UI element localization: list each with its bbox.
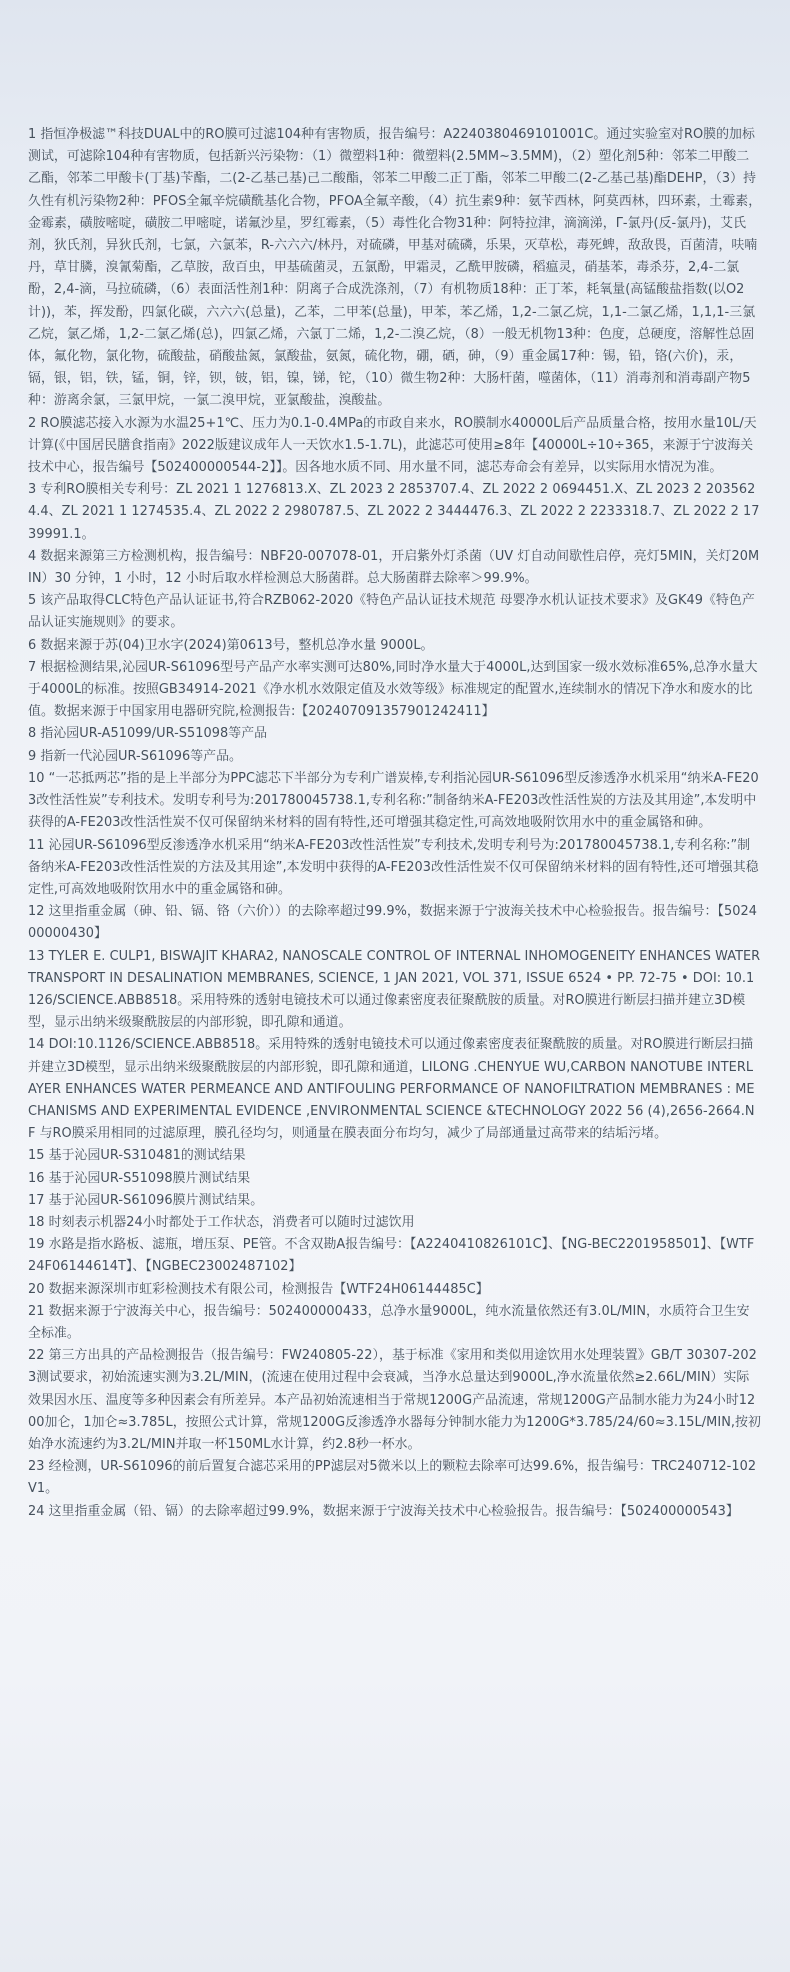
footnote-7: 7 根据检测结果,沁园UR-S61096型号产品产水率实测可达80%,同时净水量大于4000L,达到国家一级水效标准65%,总净水量大于4000L的标准。按照GB34914-2021《净水机水效限定值及水效等级》标准规定的配置水,连续制水的情况下净水和废水的比值。数据来源于中国家用电器研究院,检测报告:【20240709135790124​2411】 xyxy=(28,659,758,720)
footnote-8: 8 指沁园UR-A51099/UR-S51098等产品 xyxy=(28,726,268,742)
footnote-17: 17 基于沁园UR-S61096膜片测试结果。 xyxy=(28,1192,264,1208)
footnote-20: 20 数据来源深圳市虹彩检测技术有限公司，检测报告【WTF24H06144485C】 xyxy=(28,1281,489,1297)
footnote-1: 1 指恒净极滤™科技DUAL中的RO膜可过滤104种有害物质，报告编号：A2240380469101001C。通过实验室对RO膜的加标测试，可滤除104种有害物质，包括新兴污染物：（1）微塑料1种：微塑料(2.5MM~3.5MM)，（2）塑化剂5种：邻苯二甲酸二乙酯，邻苯二甲酸卡(丁基)苄酯，二(2-乙基己基)己二酸酯，邻苯二甲酸二正丁酯，邻苯二甲酸二(2-乙基己基)酯DEHP，（3）持久性有机污染物2种：PFOS全氟辛烷磺酰基化合物，PFOA全氟辛酸，（4）抗生素9种：氨苄西林，阿莫西林，四环素，土霉素，金霉素，磺胺嘧啶，磺胺二甲嘧啶，诺氟沙星，罗红霉素，（5）毒性化合物31种：阿特拉津，滴滴涕，Γ-氯丹(反-氯丹)，艾氏剂，狄氏剂，异狄氏剂，七氯，六氯苯，R-六六六/林丹，对硫磷，甲基对硫磷，乐果，灭草松，毒死蜱，敌敌畏，百菌清，呋喃丹，草甘膦，溴氰菊酯，乙草胺，敌百虫，甲基硫菌灵，五氯酚，甲霜灵，乙酰甲胺磷，稻瘟灵，硝基苯，毒杀芬，2,4-二氯酚，2,4-滴，马拉硫磷，（6）表面活性剂1种：阴离子合成洗涤剂，（7）有机物质18种：正丁苯，耗氧量(高锰酸盐指数(以O2计))，苯，挥发酚，四氯化碳，六六六(总量)，乙苯，二甲苯(总量)，甲苯，苯乙烯，1,2-二氯乙烷，1,1-二氯乙烯，1,1,1-三氯乙烷，氯乙烯，1,2-二氯乙烯(总)，四氯乙烯，六氯丁二烯，1,2-二溴乙烷，（8）一般无机物13种：色度，总硬度，溶解性总固体，氟化物，氯化物，硫酸盐，硝酸盐氮，氯酸盐，氨氮，硫化物，硼，硒，砷，（9）重金属17种：锡，铅，铬(六价)，汞，镉，银，铝，铁，锰，铜，锌，钡，铍，铝，镍，锑，铊，（10）微生物2种：大肠杆菌，噬菌体，（11）消毒剂和消毒副产物5种：游离余氯，三氯甲烷，一氯二溴甲烷，亚氯酸盐，溴酸盐。 xyxy=(28,127,762,409)
footnote-12: 12 这里指重金属（砷、铅、镉、铬（六价））的去除率超过99.9%，数据来源于宁波海关技术中心检验报告。报告编号：【502400000430】 xyxy=(28,904,757,942)
footnote-19: 19 水路是指水路板、滤瓶，增压泵、PE管。不含双勘A报告编号：【A2240410826101C】、【NG-BEC2201958501】、【WTF24F06144614T】、【NGBEC23002487102】 xyxy=(28,1237,755,1275)
footnote-18: 18 时刻表示机器24小时都处于工作状态，消费者可以随时过滤饮用 xyxy=(28,1214,415,1230)
footnote-10: 10 “一芯抵两芯”指的是上半部分为PPC滤芯下半部分为专利广谱炭棒,专利指沁园UR-S61096型反渗透净水机采用“纳米A-FE203改性活性炭”专利技术。发明专利号为:201780045738.1,专利名称:”制备纳米A-FE203改性活性炭的方法及其用途”,本发明中获得的A-FE203改性活性炭不仅可保留纳米材料的固有特性,还可增强其稳定性,可高效地吸附饮用水中的重金属铬和砷。 xyxy=(28,770,759,831)
footnote-16: 16 基于沁园UR-S51098膜片测试结果 xyxy=(28,1170,251,1186)
footnote-5: 5 该产品取得CLC特色产品认证证书,符合RZB062-2020《特色产品认证技术规范 母婴净水机认证技术要求》及GK49《特色产品认证实施规则》的要求。 xyxy=(28,593,755,631)
footnote-3: 3 专利RO膜相关专利号：ZL 2021 1 1276813.X、ZL 2023 2 2853707.4、ZL 2022 2 0694451.X、ZL 2023 2 2035624.4、ZL 2021 1 1274535.4、ZL 2022 2 2980787.5、ZL 2022 2 3444476.3、ZL 2022 2 2233318.7、ZL 2022 2 1739991.1。 xyxy=(28,482,760,542)
footnote-2: 2 RO膜滤芯接入水源为水温25+1℃、压力为0.1-0.4MPa的市政自来水，RO膜制水40000L后产品质量合格，按用水量10L/天计算(《中国居民膳食指南》2022版建议成年人一天饮水1.5-1.7L)，此滤芯可使用≥8年【40000L÷10÷365，来源于宁波海关技术中心，报告编号【502400000544-2】】。因各地水质不同、用水量不同，滤芯寿命会有差异，以实际用水情况为准。 xyxy=(28,415,757,476)
footnote-list xyxy=(28,124,762,1523)
footnote-9: 9 指新一代沁园UR-S61096等产品。 xyxy=(28,748,242,764)
footnote-6: 6 数据来源于苏(04)卫水字(2024)第0613号，整机总净水量 9000L。 xyxy=(28,637,434,653)
footnote-4: 4 数据来源第三方检测机构，报告编号：NBF20-007078-01，开启紫外灯杀菌（UV 灯自动间歇性启停，亮灯5MIN，关灯20MIN）30 分钟，1 小时，12 小时后取水样检测总大肠菌群。总大肠菌群去除率＞99.9%。 xyxy=(28,548,760,587)
footnote-11: 11 沁园UR-S61096型反渗透净水机采用“纳米A-FE203改性活性炭”专利技术,发明专利号为:201780045738.1,专利名称:”制备纳米A-FE203改性活性炭的方法及其用途”,本发明中获得的A-FE203改性活性炭不仅可保留纳米材料的固有特性,还可增强其稳定性,可高效地吸附饮用水中的重金属铬和砷。 xyxy=(28,837,759,897)
footnote-13: 13 TYLER E. CULP1, BISWAJIT KHARA2, NANOSCALE CONTROL OF INTERNAL INHOMOGENEITY ENHANCES WATER TRANSPORT IN DESALINATION MEMBRANES, SCIENCE, 1 JAN 2021, VOL 371, ISSUE 6524 • PP. 72-75 • DOI: 10.1126/SCIENCE.ABB8518。采用特殊的透射电镜技术可以通过像素密度表征聚酰胺的质量。对RO膜进行断层扫描并建立3D模型，显示出纳米级聚酰胺层的内部形貌，即孔隙和通道。 xyxy=(28,948,761,1031)
footnote-23: 23 经检测，UR-S61096的前后置复合滤芯采用的PP滤层对5微米以上的颗粒去除率可达99.6%，报告编号：TRC240712-102V1。 xyxy=(28,1459,757,1497)
footnote-24: 24 这里指重金属（铅、镉）的去除率超过99.9%，数据来源于宁波海关技术中心检验报告。报告编号：【502400000543】 xyxy=(28,1503,739,1519)
footnote-21: 21 数据来源于宁波海关中心，报告编号：502400000433，总净水量9000L，纯水流量依然还有3.0L/MIN，水质符合卫生安全标准。 xyxy=(28,1303,750,1341)
footnote-22: 22 第三方出具的产品检测报告（报告编号：FW240805-22），基于标准《家用和类似用途饮用水处理装置》GB/T 30307-2023测试要求，初始流速实测为3.2L/MIN，(流速在使用过程中会衰减，当净水总量达到9000L,净水流量依然≥2.66L/MIN）实际效果因水压、温度等多种因素会有所差异。本产品初始流速相当于常规1200G产品流速，常规1200G产品制水能力为24小时1200加仑，1加仑≈3.785L，按照公式计算，常规1200G反渗透净水器每分钟制水能力为1200G*3.785/24/60≈3.15L/MIN,按初始净水流速约为3.2L/MIN并取一杯150ML水计算，约2.8秒一杯水。 xyxy=(28,1348,761,1452)
footnote-14: 14 DOI:10.1126/SCIENCE.ABB8518。采用特殊的透射电镜技术可以通过像素密度表征聚酰胺的质量。对RO膜进行断层扫描并建立3D模型，显示出纳米级聚酰胺层的内部形貌，即孔隙和通道，LILONG .CHENYUE WU,CARBON NANOTUBE INTERLAYER ENHANCES WATER PERMEANCE AND ANTIFOULING PERFORMANCE OF NANOFILTRATION MEMBRANES : MECHANISMS AND EXPERIMENTAL EVIDENCE ,ENVIRONMENTAL SCIENCE &TECHNOLOGY 2022 56 (4),2656-2664.NF 与RO膜采用相同的过滤原理，膜孔径均匀，则通量在膜表面分布均匀，减少了局部通量过高带来的结垢污堵。 xyxy=(28,1037,755,1142)
footnote-15: 15 基于沁园UR-S310481的测试结果 xyxy=(28,1148,246,1164)
